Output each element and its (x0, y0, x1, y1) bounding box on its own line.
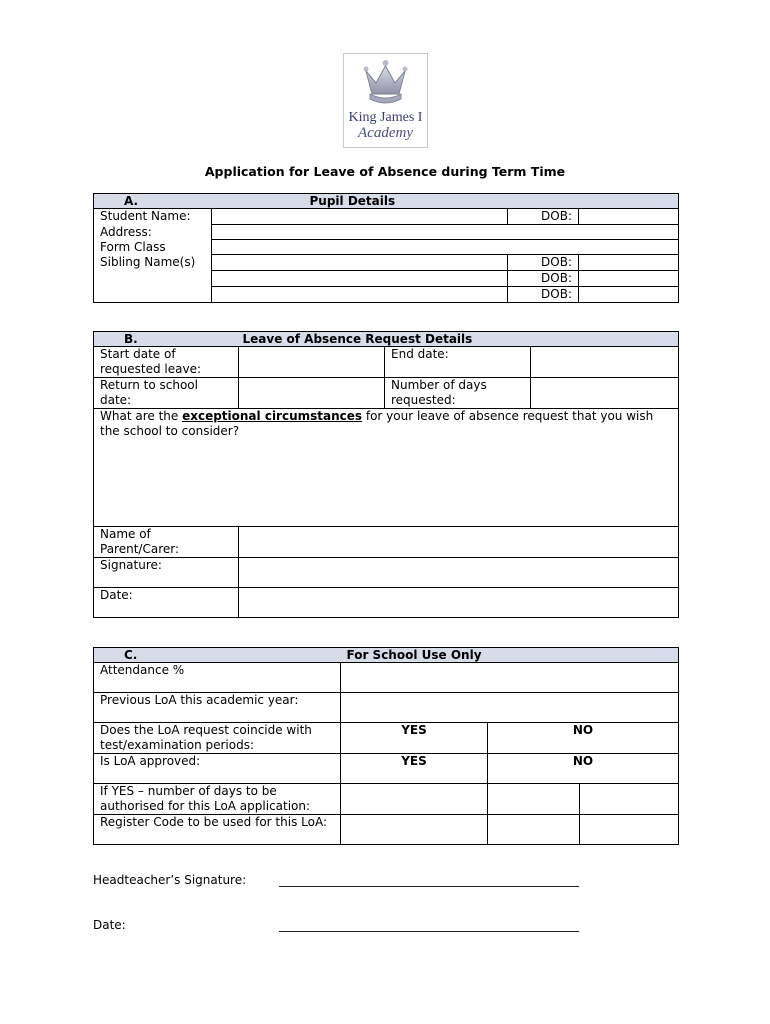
signature-field[interactable] (239, 558, 679, 588)
footer-date-label: Date: (93, 918, 126, 932)
form-class-field[interactable] (212, 240, 679, 255)
sibling-name-field-3[interactable] (212, 287, 508, 303)
sibling-dob-field-2[interactable] (579, 271, 679, 287)
start-date-label: Start date of requested leave: (94, 347, 239, 378)
logo-text-academy: Academy (358, 125, 413, 141)
dob-field[interactable] (579, 209, 679, 225)
student-name-label: Student Name: (94, 209, 212, 225)
days-authorised-field-3[interactable] (580, 784, 679, 815)
leave-request-table (93, 331, 679, 618)
sibling-dob-label-3: DOB: (508, 287, 579, 303)
headteacher-signature-line[interactable]: __________________________________________________ (279, 873, 579, 887)
section-b-heading: Leave of Absence Request Details (239, 332, 679, 347)
approved-label: Is LoA approved: (94, 754, 341, 784)
sibling-name-field-2[interactable] (212, 271, 508, 287)
dob-label: DOB: (508, 209, 579, 225)
section-a-letter: A. (94, 194, 212, 209)
return-date-label: Return to school date: (94, 378, 239, 409)
signature-label: Signature: (94, 558, 239, 588)
days-authorised-label: If YES – number of days to be authorised for this LoA application: (94, 784, 341, 815)
coincide-yes-option[interactable]: YES (341, 723, 488, 754)
approved-no-option[interactable]: NO (488, 754, 679, 784)
end-date-label: End date: (385, 347, 531, 378)
end-date-field[interactable] (531, 347, 679, 378)
register-code-field-1[interactable] (341, 815, 488, 845)
circumstances-question-end: for your leave of absence request that you wish the school to consider? (100, 409, 654, 438)
register-code-label: Register Code to be used for this LoA: (94, 815, 341, 845)
section-b-letter: B. (94, 332, 239, 347)
days-authorised-field-1[interactable] (341, 784, 488, 815)
date-field[interactable] (239, 588, 679, 618)
previous-loa-label: Previous LoA this academic year: (94, 693, 341, 723)
start-date-field[interactable] (239, 347, 385, 378)
student-name-field[interactable] (212, 209, 508, 225)
school-use-table (93, 647, 679, 845)
return-date-field[interactable] (239, 378, 385, 409)
days-authorised-field-2[interactable] (488, 784, 580, 815)
headteacher-signature-label: Headteacher’s Signature: (93, 873, 247, 887)
circumstances-emphasis: exceptional circumstances (182, 409, 363, 423)
document-title: Application for Leave of Absence during Term Time (204, 164, 566, 179)
date-label: Date: (94, 588, 239, 618)
school-logo (343, 53, 428, 148)
sibling-dob-label-2: DOB: (508, 271, 579, 287)
address-field[interactable] (212, 225, 679, 240)
circumstances-question-start: What are the (100, 409, 183, 423)
coincide-label: Does the LoA request coincide with test/examination periods: (94, 723, 341, 754)
num-days-field[interactable] (531, 378, 679, 409)
sibling-name-field-1[interactable] (212, 255, 508, 271)
circumstances-field[interactable] (94, 409, 679, 527)
sibling-dob-field-1[interactable] (579, 255, 679, 271)
form-class-label: Form Class (94, 240, 212, 255)
section-c-letter: C. (94, 648, 341, 663)
register-code-field-2[interactable] (488, 815, 580, 845)
sibling-names-label: Sibling Name(s) (94, 255, 212, 271)
section-a-heading: Pupil Details (212, 194, 679, 209)
logo-text-name: King James I (348, 110, 423, 125)
parent-name-label: Name of Parent/Carer: (94, 527, 239, 558)
attendance-field[interactable] (341, 663, 679, 693)
previous-loa-field[interactable] (341, 693, 679, 723)
sibling-dob-label-1: DOB: (508, 255, 579, 271)
footer-date-line[interactable]: __________________________________________________ (279, 918, 579, 932)
sibling-dob-field-3[interactable] (579, 287, 679, 303)
register-code-field-3[interactable] (580, 815, 679, 845)
pupil-details-table (93, 193, 679, 303)
approved-yes-option[interactable]: YES (341, 754, 488, 784)
crown-icon (358, 58, 413, 108)
section-c-heading: For School Use Only (341, 648, 679, 663)
address-label: Address: (94, 225, 212, 240)
attendance-label: Attendance % (94, 663, 341, 693)
parent-name-field[interactable] (239, 527, 679, 558)
num-days-label: Number of days requested: (385, 378, 531, 409)
coincide-no-option[interactable]: NO (488, 723, 679, 754)
